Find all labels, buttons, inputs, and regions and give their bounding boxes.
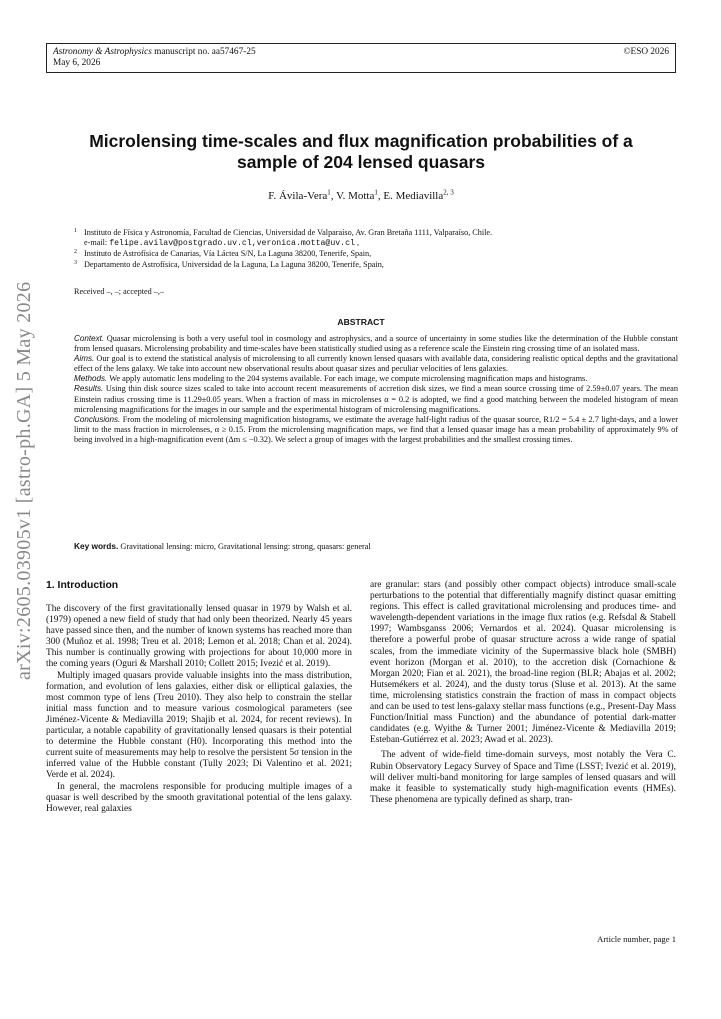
conclusions-label: Conclusions. (74, 414, 121, 424)
header-left (53, 47, 256, 69)
results-text: Using thin disk source sizes scaled to take into account recent measurements of accretion disk sizes, we find a mean source crossing time of 2.59±0.07 years. The mean Einstein radius crossing time is 11.29±0.05 years. When a fraction of mass in microlenses α = 0.2 is adopted, we find a good matching between the modeled histogram of mean microlensing magnifications for the images in our sample and the experimental histogram of microlensing magnifications. (74, 384, 678, 414)
left-column (46, 580, 352, 815)
author-name: V. Motta (336, 190, 375, 202)
copyright: ©ESO 2026 (623, 47, 669, 57)
affiliation-text: Instituto de Astrofísica de Canarias, Vía Láctea S/N, La Laguna 38200, Tenerife, Spain, (84, 249, 372, 259)
abstract-methods (74, 374, 678, 384)
affiliation-3 (74, 260, 674, 270)
intro-paragraph: Multiply imaged quasars provide valuable insights into the mass distribution, formation, and evolution of lens galaxies, either disk or elliptical galaxies, the most common type of lens (Treu 2010). They also help to constrain the stellar initial mass function and to measure various cosmological parameters (see Jiménez-Vicente & Mediavilla 2019; Shajib et al. 2024, for recent reviews). In particular, a notable capability of gravitationally lensed quasars is their potential to determine the Hubble constant (H0). Incorporating this method into the current suite of measurements may help to resolve the persistent 5σ tension in the inferred value of the Hubble constant (Tully 2023; Di Valentino et al. 2021; Verde et al. 2024). (46, 670, 352, 781)
methods-text: We apply automatic lens modeling to the 204 systems available. For each image, we compute microlensing magnification maps and histograms. (109, 374, 588, 384)
email-label: e-mail: (84, 238, 108, 248)
context-text: Quasar microlensing is both a very useful tool in cosmology and astrophysics, and a source of uncertainty in some studies like the determination of the Hubble constant from lensed quasars. Microlensing probability and time-scales have been statistically studied using as a reference scale the Einstein ring crossing time of an isolated mass. (74, 334, 678, 354)
manuscript-number: manuscript no. aa57467-25 (154, 47, 256, 57)
keywords-label: Key words. (74, 541, 119, 551)
methods-label: Methods. (74, 374, 108, 384)
results-label: Results. (74, 384, 104, 394)
aims-label: Aims. (74, 354, 95, 364)
author-list: F. Ávila-Vera$^1$, V. Motta$^1$, E. Mediavilla$^{2, 3}$ (268, 188, 454, 202)
email-line: e-mail: felipe.avilav@postgrado.uv.cl,veronica.motta@uv.cl , (84, 238, 359, 249)
affiliation-text: Departamento de Astrofísica, Universidad de la Laguna, La Laguna 38200, Tenerife, Spain, (84, 259, 384, 269)
affiliation-number: 2 (74, 249, 77, 256)
author-affiliation: 1 (374, 188, 378, 197)
arxiv-identifier: arXiv:2605.03905v1 [astro-ph.GA] 5 May 2026 (13, 281, 35, 680)
context-label: Context. (74, 334, 105, 343)
affiliation-text: Instituto de Física y Astronomía, Facultad de Ciencias, Universidad de Valparaíso, Av. Gran Bretaña 1111, Valparaíso, Chile. (84, 228, 493, 237)
affiliation-number: 3 (74, 259, 77, 266)
abstract-body (74, 334, 678, 445)
title-line-2: sample of 204 lensed quasars (236, 152, 486, 172)
page-footer: Article number, page 1 (597, 934, 676, 944)
conclusions-text: From the modeling of microlensing magnification histograms, we estimate the average half-light radius of the quasar source, R1/2 = 5.4 ± 2.7 light-days, and a lower limit to the mass fraction in microlenses, α ≥ 0.15. From the microlensing magnification maps, we find that a lensed quasar image has a mean probability of approximately 9% of being involved in a high-magnification event (Δm ≤ −0.32). We select a group of images with the largest probabilities and the smallest crossing times. (74, 414, 679, 444)
abstract-conclusions (74, 415, 678, 445)
right-column (370, 580, 676, 806)
abstract-results (74, 384, 678, 414)
section-heading: 1. Introduction (46, 580, 119, 591)
abstract-context (74, 334, 678, 354)
intro-paragraph: The advent of wide-field time-domain surveys, most notably the Vera C. Rubin Observatory Legacy Survey of Space and Time (LSST; Ivezić et al. 2019), will deliver multi-band monitoring for large samples of lensed quasars and will make it feasible to systematically study high-magnification events (HMEs). These phenomena are typically defined as sharp, tran- (370, 750, 676, 805)
abstract-aims (74, 354, 678, 374)
intro-paragraph: are granular: stars (and possibly other compact objects) introduce small-scale perturbations to the potential that differentially magnify distinct quasar emitting regions. This effect is called gravitational microlensing and produces time- and wavelength-dependent variations in the image flux ratios (e.g. Refsdal & Stabell 1997; Wambsganss 2006; Vernardos et al. 2024). Quasar microlensing is therefore a powerful probe of quasar structure across a wide range of spatial scales, from the immediate vicinity of the Supermassive black hole (SMBH) event horizon (Morgan et al. 2010), to the accretion disk (Cornachione & Morgan 2020; Fian et al. 2021), the broad-line region (BLR; Abajas et al. 2002; Hutsemékers et al. 2024), and the dusty torus (Sluse et al. 2013). At the same time, microlensing statistics constrain the fraction of mass in compact objects and can be used to test lens-galaxy stellar mass functions (e.g., Present-Day Mass Function/Initial mass Function) and the abundance of potential dark-matter candidates (e.g. Wyithe & Turner 2001; Jiménez-Vicente & Mediavilla 2019; Esteban-Gutiérrez et al. 2023; Awad et al. 2023). (370, 580, 676, 746)
manuscript-date: May 6, 2026 (53, 58, 101, 68)
intro-paragraph: In general, the macrolens responsible for producing multiple images of a quasar is well described by the smooth gravitational potential of the lens galaxy. However, real galaxies (46, 781, 352, 814)
keywords (74, 541, 678, 551)
manuscript-header (46, 43, 676, 73)
aims-text: Our goal is to extend the statistical analysis of microlensing to all currently known lensed quasars with available data, considering realistic optical depths and the gravitational effect of the lens galaxy. We take into account new observational results about quasar sizes and peculiar velocities of lens galaxies. (74, 354, 678, 374)
author-name: F. Ávila-Vera (268, 190, 328, 202)
paper-title (46, 131, 676, 173)
author-affiliation: 2, 3 (443, 188, 454, 197)
journal-name: Astronomy & Astrophysics (53, 47, 152, 57)
abstract-heading: ABSTRACT (337, 317, 385, 327)
author-affiliation: 1 (327, 188, 331, 197)
received-line: Received –, –; accepted –,– (74, 287, 165, 296)
affiliation-number: 1 (74, 228, 77, 234)
keywords-text: Gravitational lensing: micro, Gravitational lensing: strong, quasars: general (120, 542, 371, 551)
email-address[interactable]: felipe.avilav@postgrado.uv.cl,veronica.motta@uv.cl (109, 239, 355, 249)
affiliations (74, 228, 674, 270)
title-line-1: Microlensing time-scales and flux magnification probabilities of a (89, 131, 633, 151)
author-name: E. Mediavilla (383, 190, 444, 202)
affiliation-1 (74, 228, 674, 238)
intro-paragraph: The discovery of the first gravitationally lensed quasar in 1979 by Walsh et al. (1979) opened a new field of study that had only been theorized. Nearly 45 years have passed since then, and the number of known systems has reached more than 300 (Muñoz et al. 1998; Treu et al. 2018; Lemon et al. 2018; Chan et al. 2024). This number is continually growing with projections for about 10,000 more in the coming years (Oguri & Marshall 2010; Collett 2015; Ivezić et al. 2019). (46, 604, 352, 670)
affiliation-2 (74, 249, 674, 259)
